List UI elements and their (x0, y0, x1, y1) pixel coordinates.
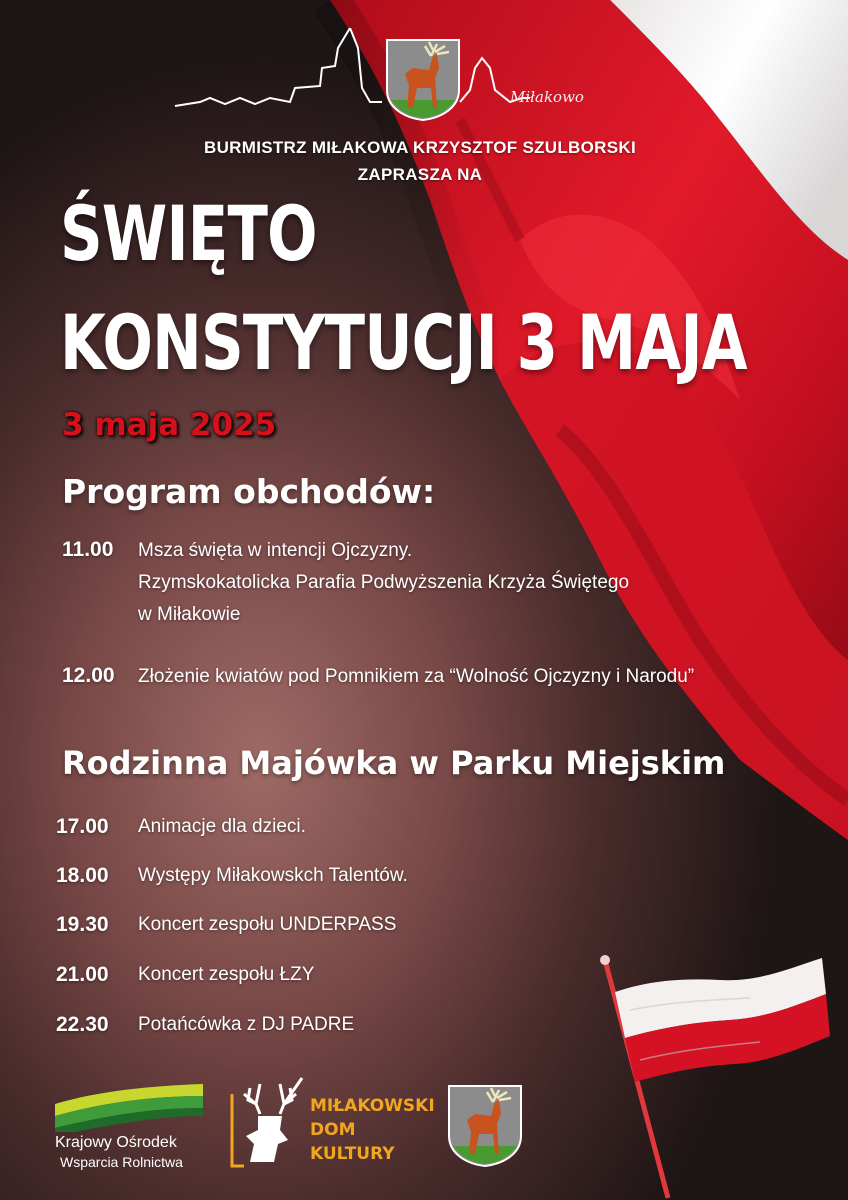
invitation-line-1: BURMISTRZ MIŁAKOWA KRZYSZTOF SZULBORSKI (204, 138, 636, 157)
program-desc-line: Złożenie kwiatów pod Pomnikiem za “Wolność Ojczyzny i Narodu” (138, 666, 695, 687)
majowka-time: 18.00 (56, 864, 109, 887)
deer-coat-of-arms-icon (385, 38, 461, 122)
majowka-item (56, 913, 109, 937)
deer-head-icon (230, 1074, 310, 1170)
program-time: 12.00 (62, 664, 115, 687)
majowka-time: 22.30 (56, 1013, 109, 1036)
majowka-item (56, 963, 109, 987)
program-heading: Program obchodów: (62, 472, 436, 511)
majowka-time: 21.00 (56, 963, 109, 986)
kowr-logo-line-2: Wsparcia Rolnictwa (60, 1154, 183, 1170)
program-desc-line: Rzymskokatolicka Parafia Podwyższenia Krzyża Świętego (138, 572, 630, 593)
mdk-logo-line-3: KULTURY (310, 1144, 395, 1164)
majowka-desc: Występy Miłakowskch Talentów. (138, 865, 408, 886)
majowka-desc: Potańcówka z DJ PADRE (138, 1014, 355, 1035)
program-item (62, 664, 115, 688)
majowka-heading: Rodzinna Majówka w Parku Miejskim (62, 744, 726, 782)
town-script-label: Miłakowo (510, 88, 584, 106)
kowr-fields-icon (55, 1082, 203, 1132)
program-desc-line: w Miłakowie (138, 604, 241, 625)
majowka-item (56, 1013, 109, 1037)
kowr-logo-line-1: Krajowy Ośrodek (55, 1134, 177, 1151)
majowka-desc: Koncert zespołu UNDERPASS (138, 914, 397, 935)
title-line-1: ŚWIĘTO (60, 189, 317, 278)
polish-flag-icon (590, 950, 840, 1200)
program-time: 11.00 (62, 538, 114, 561)
majowka-time: 19.30 (56, 913, 109, 936)
majowka-time: 17.00 (56, 815, 109, 838)
event-date: 3 maja 2025 (62, 407, 277, 443)
majowka-item (56, 815, 109, 839)
majowka-item (56, 864, 109, 888)
mdk-logo-line-2: DOM (310, 1120, 356, 1140)
deer-coat-of-arms-icon (446, 1084, 524, 1168)
mdk-logo-line-1: MIŁAKOWSKI (310, 1096, 435, 1116)
invitation-line-2: ZAPRASZA NA (357, 165, 483, 184)
majowka-desc: Animacje dla dzieci. (138, 816, 306, 837)
majowka-desc: Koncert zespołu ŁZY (138, 964, 315, 985)
title-line-2: KONSTYTUCJI 3 MAJA (60, 298, 747, 387)
program-item (62, 538, 113, 562)
program-desc-line: Msza święta w intencji Ojczyzny. (138, 540, 413, 561)
